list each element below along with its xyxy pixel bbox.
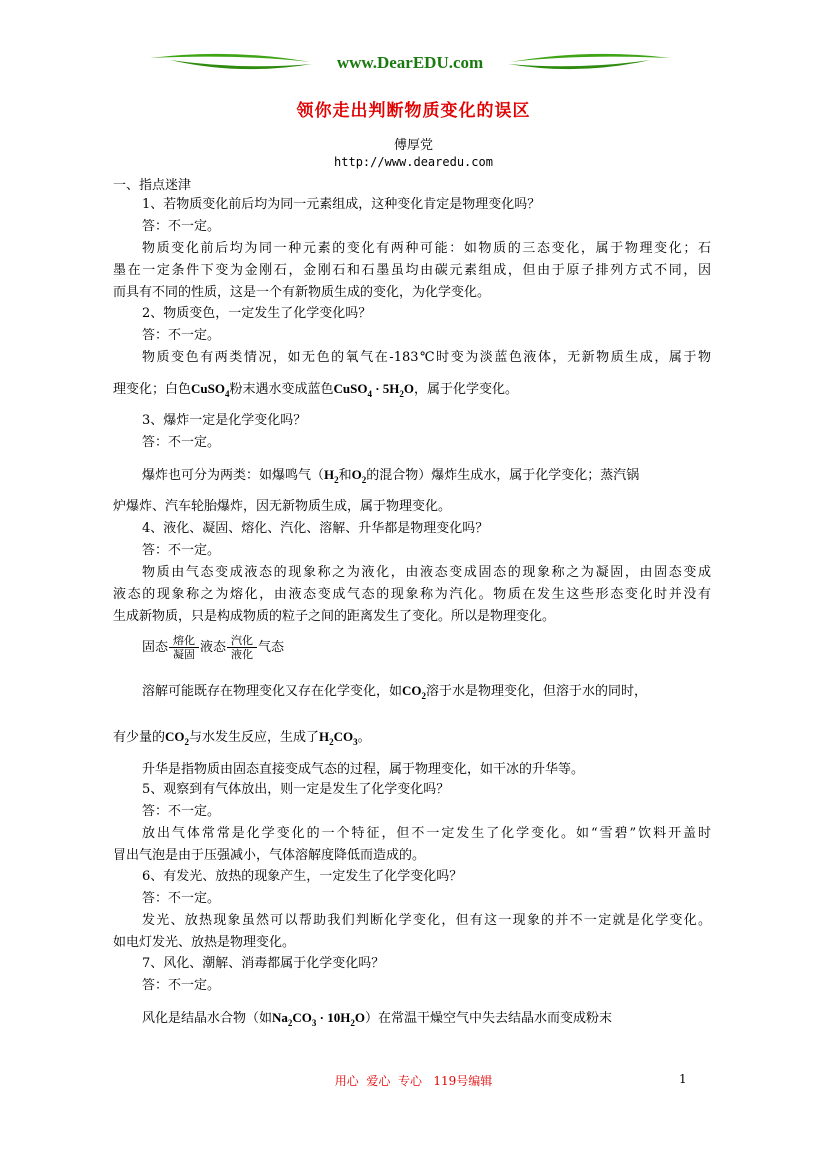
answer-3: 答：不一定。 [142,435,221,450]
state-change-diagram [142,633,284,663]
answer-5: 答：不一定。 [142,804,221,819]
label-melt: 熔化 [169,634,199,648]
state-gas: 气态 [258,640,285,655]
q4-text-5c: 。 [357,730,371,745]
q7-text-a: 风化是结晶水合物（如 [142,1011,273,1026]
q4-para-line-4 [142,683,647,700]
formula-cuso4: CuSO$_4$ [191,381,230,399]
q7-para-line-1 [142,1010,612,1027]
q4-para-line-1: 物质由气态变成液态的现象称之为液化，由液态变成固态的现象称之为凝固，由固态变成 [142,565,711,580]
answer-2: 答：不一定。 [142,328,221,343]
q6-para-line-2: 如电灯发光、放热是物理变化。 [113,935,296,950]
question-1: 1、若物质变化前后均为同一元素组成，这种变化肯定是物理变化吗？ [142,197,541,212]
q1-para-line-1: 物质变化前后均为同一种元素的变化有两种可能：如物质的三态变化，属于物理变化；石 [142,241,711,256]
q2-para-line-1: 物质变色有两类情况，如无色的氧气在-183℃时变为淡蓝色液体，无新物质生成，属于物 [142,350,711,365]
q4-text-5a: 有少量的 [113,730,166,745]
answer-1: 答：不一定。 [142,219,221,234]
q7-text-b: ）在常温干燥空气中失去结晶水而变成粉末 [364,1011,612,1026]
q3-text-b: 和 [338,468,352,483]
footer-text: 用心 爱心 专心 119号编辑 [334,1074,493,1088]
formula-o2: $O_2$ [351,467,367,485]
article-title: 领你走出判断物质变化的误区 [296,101,531,121]
formula-co2-2: $CO_2$ [165,729,190,747]
q2-text-b: 粉末遇水变成蓝色 [229,382,334,397]
question-6: 6、有发光、放热的现象产生，一定发生了化学变化吗？ [142,869,463,884]
formula-h2: $H_2$ [324,467,339,485]
question-5: 5、观察到有气体放出，则一定是发生了化学变化吗？ [142,782,450,797]
section-heading: 一、指点迷津 [113,178,192,193]
answer-6: 答：不一定。 [142,891,221,906]
q4-text-5b: 与水发生反应，生成了 [189,730,320,745]
q4-text-4b: 溶于水是物理变化，但溶于水的同时， [426,684,648,699]
q4-para-line-3: 生成新物质，只是构成物质的粒子之间的距离发生了变化。所以是物理变化。 [113,609,556,624]
formula-cuso4-5h2o: CuSO$_4$ · $5H_2O$ [333,381,415,399]
q2-para-line-2 [113,381,518,398]
answer-4: 答：不一定。 [142,543,221,558]
q3-para-line-2: 炉爆炸、汽车轮胎爆炸，因无新物质生成，属于物理变化。 [113,499,452,514]
q6-para-line-1: 发光、放热现象虽然可以帮助我们判断化学变化，但有这一现象的并不一定就是化学变化。 [142,913,711,928]
question-7: 7、风化、潮解、消毒都属于化学变化吗？ [142,956,385,971]
q3-text-a: 爆炸也可分为两类：如爆鸣气（ [142,468,325,483]
q2-text-a: 理变化；白色 [113,382,192,397]
q2-text-c: ，属于化学变化。 [414,382,519,397]
q3-para-line-1 [142,467,639,484]
article-author: 傅厚党 [393,138,433,153]
q3-text-c: 的混合物）爆炸生成水，属于化学变化；蒸汽锅 [366,468,640,483]
label-freeze: 凝固 [173,648,196,661]
right-leaf-swoosh-lower [508,60,650,69]
formula-co2: $CO_2$ [402,683,427,701]
label-vaporize: 汽化 [227,634,257,648]
formula-na2co3-10h2o: $Na_2CO_3 \cdot 10H_2O$ [272,1010,365,1028]
state-liquid: 液态 [200,640,227,655]
label-liquefy: 液化 [231,648,254,661]
q5-para-line-2: 冒出气泡是由于压强减小，气体溶解度降低而造成的。 [113,848,426,863]
q4-para-line-2: 液态的现象称之为熔化，由液态变成气态的现象称为汽化。物质在发生这些形态变化时并没有 [113,587,711,602]
question-4: 4、液化、凝固、熔化、汽化、溶解、升华都是物理变化吗？ [142,521,489,536]
q4-para-line-5 [113,729,371,746]
state-solid: 固态 [142,640,169,655]
q1-para-line-3: 而具有不同的性质，这是一个有新物质生成的变化，为化学变化。 [113,285,491,300]
question-3: 3、爆炸一定是化学变化吗？ [142,413,307,428]
q4-text-4a: 溶解可能既存在物理变化又存在化学变化，如 [142,684,403,699]
article-url: http://www.dearedu.com [334,155,493,169]
question-2: 2、物质变色，一定发生了化学变化吗？ [142,306,372,321]
formula-h2co3: $H_2CO_3$ [319,729,358,747]
page-number: 1 [679,1072,687,1086]
arrow-vaporize-condense [227,634,257,661]
answer-7: 答：不一定。 [142,978,221,993]
site-header-banner [130,46,690,86]
site-name: www.DearEDU.com [336,53,484,72]
q5-para-line-1: 放出气体常常是化学变化的一个特征，但不一定发生了化学变化。如“雪碧”饮料开盖时 [142,826,711,841]
left-leaf-swoosh-lower [170,60,312,69]
arrow-melt-freeze [169,634,199,661]
q4-para-line-6: 升华是指物质由固态直接变成气态的过程，属于物理变化，如干冰的升华等。 [142,762,585,777]
q1-para-line-2: 墨在一定条件下变为金刚石，金刚石和石墨虽均由碳元素组成，但由于原子排列方式不同，因 [113,263,711,278]
